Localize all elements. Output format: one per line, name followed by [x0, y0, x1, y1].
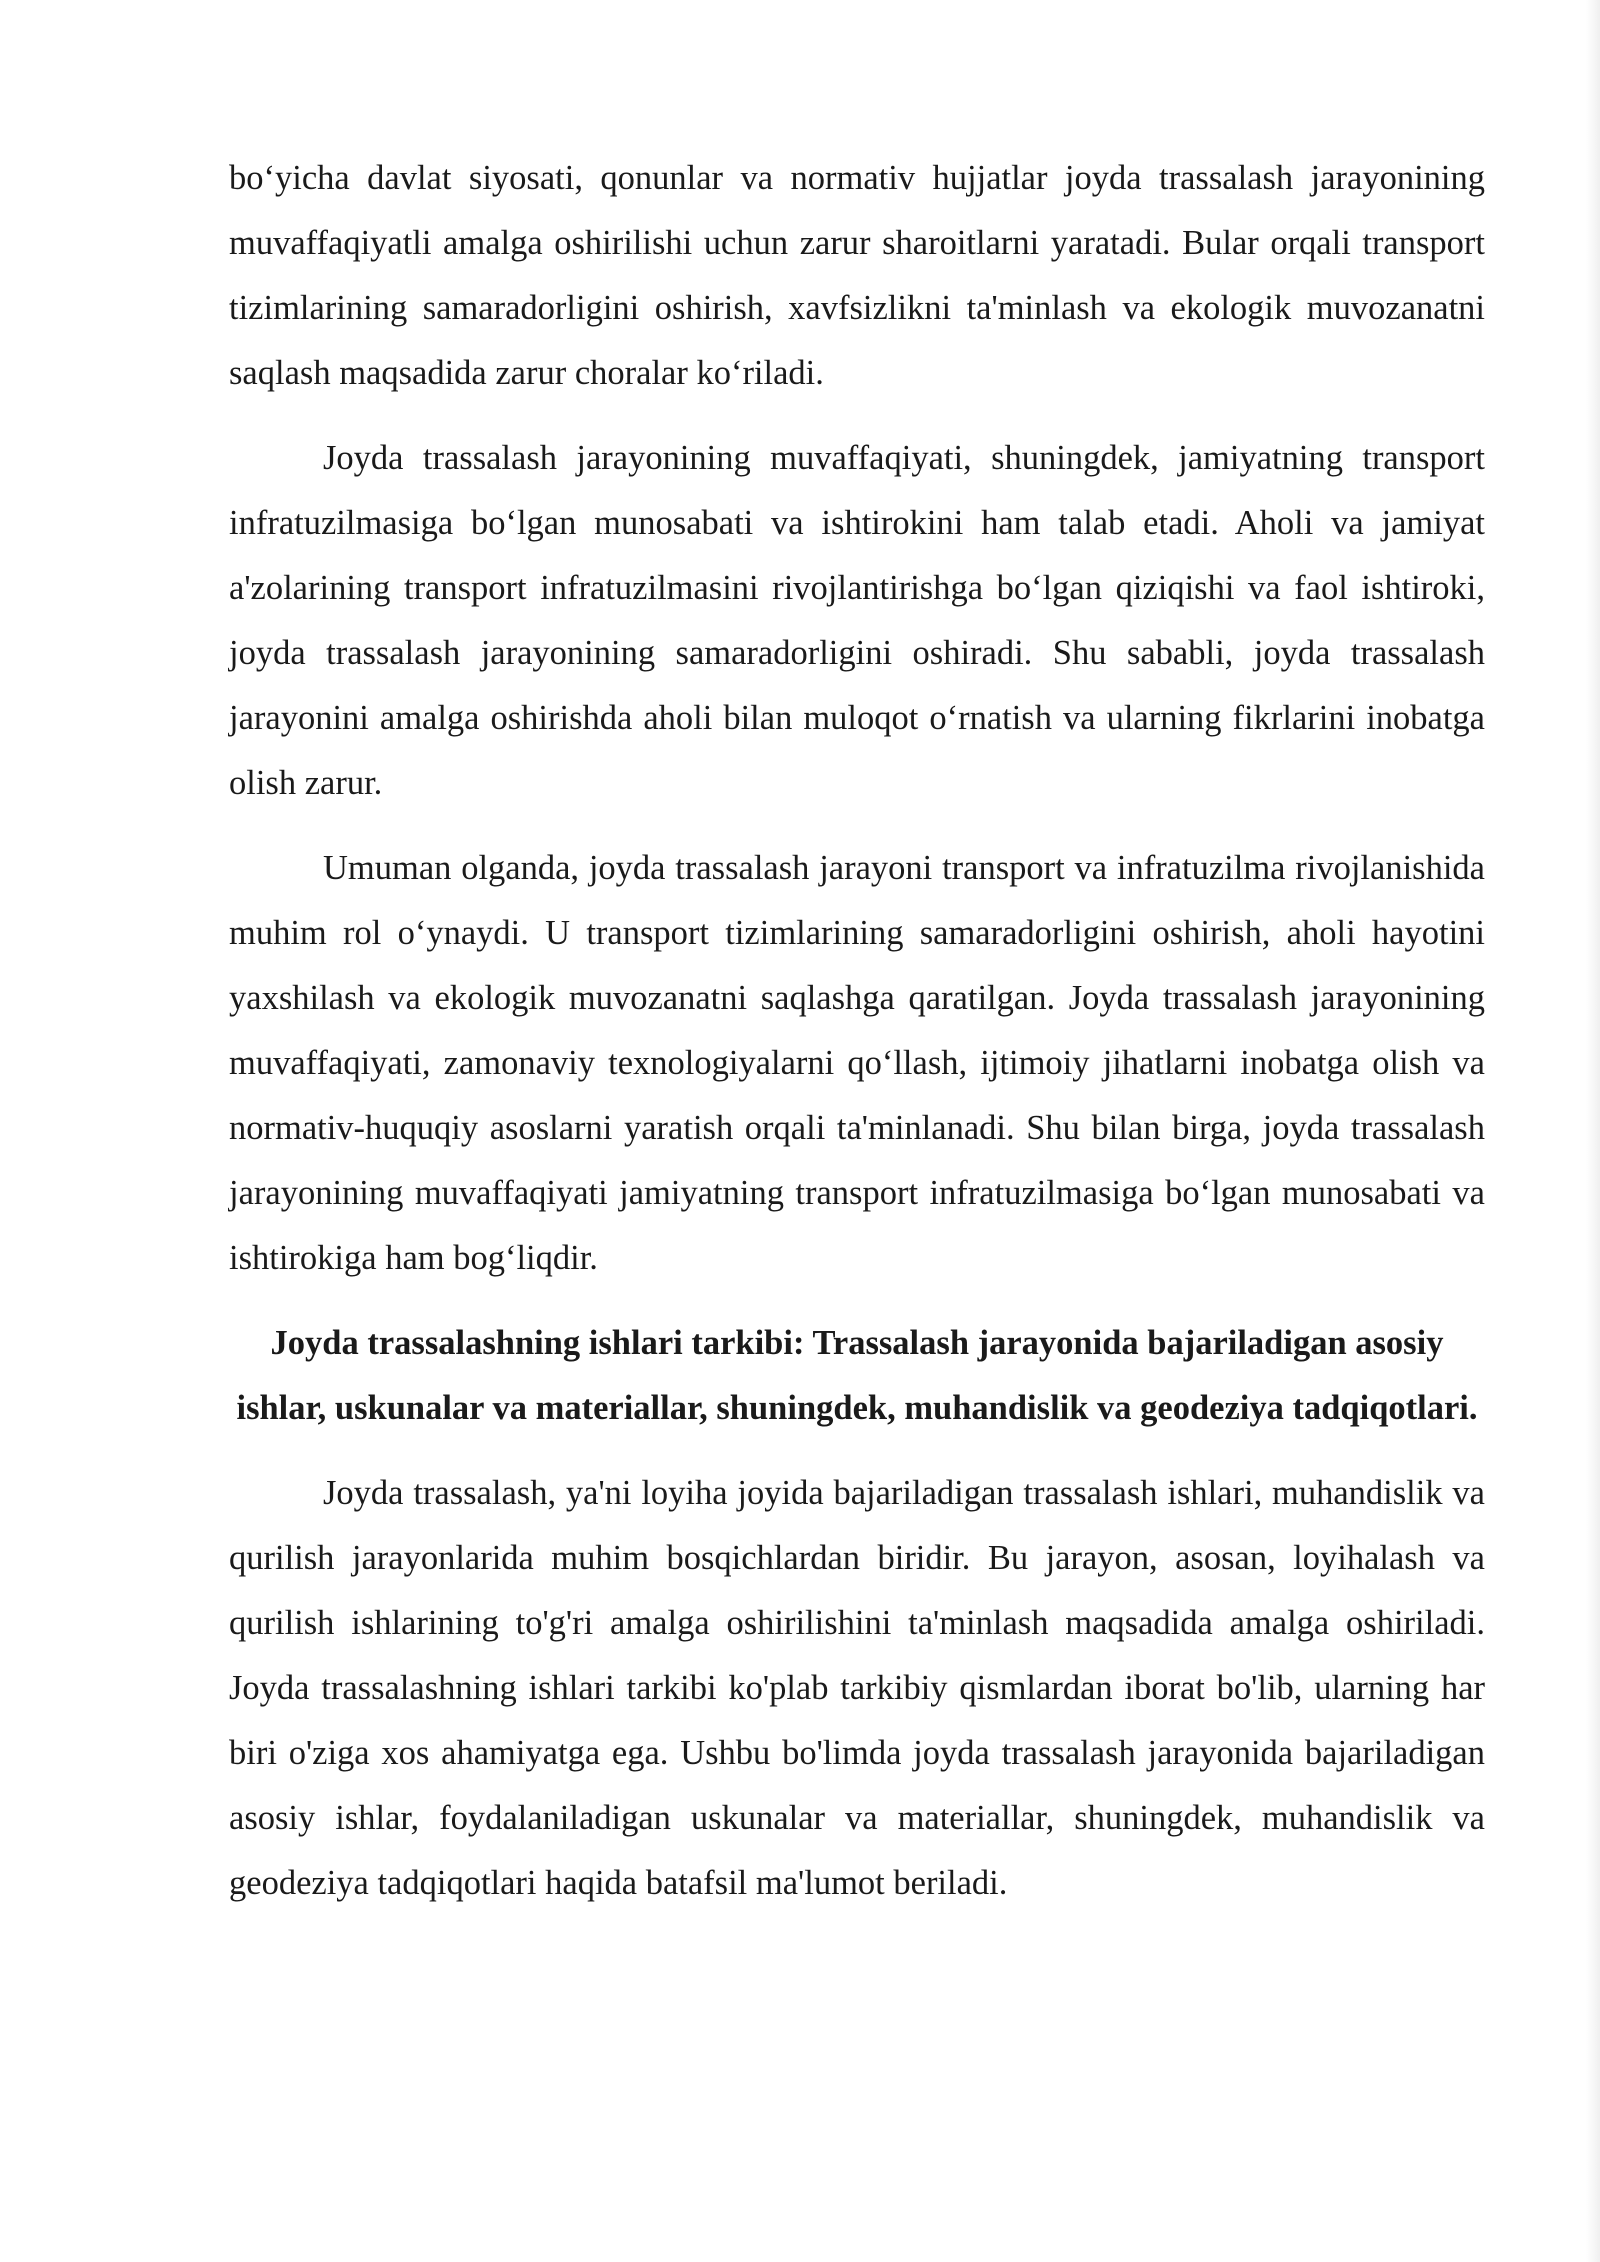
paragraph-community-participation: Joyda trassalash jarayonining muvaffaqiyati, shuningdek, jamiyatning transport infratuzilmasiga bo‘lgan munosabati va ishtirokini ham talab etadi. Aholi va jamiyat a'zolarining transport infratuzilmasini rivojlantirishga bo‘lgan qiziqishi va faol ishtiroki, joyda trassalash jarayonining samaradorligini oshiradi. Shu sababli, joyda trassalash jarayonini amalga oshirishda aholi bilan muloqot o‘rnatish va ularning fikrlarini inobatga olish zarur. — [229, 439, 1485, 802]
section-heading: Joyda trassalashning ishlari tarkibi: Trassalash jarayonida bajariladigan asosiy ishlar, uskunalar va materiallar, shuningdek, muhandislik va geodeziya tadqiqotlari. — [236, 1324, 1478, 1427]
paragraph-continuation: bo‘yicha davlat siyosati, qonunlar va normativ hujjatlar joyda trassalash jarayonining muvaffaqiyatli amalga oshirilishi uchun zarur sharoitlarni yaratadi. Bular orqali transport tizimlarining samaradorligini oshirish, xavfsizlikni ta'minlash va ekologik muvozanatni saqlash maqsadida zarur choralar ko‘riladi. — [229, 159, 1485, 392]
page-edge-shadow — [1586, 0, 1600, 2262]
document-body — [229, 146, 1485, 1936]
paragraph-section-intro: Joyda trassalash, ya'ni loyiha joyida bajariladigan trassalash ishlari, muhandislik va qurilish jarayonlarida muhim bosqichlardan biridir. Bu jarayon, asosan, loyihalash va qurilish ishlarining to'g'ri amalga oshirilishini ta'minlash maqsadida amalga oshiriladi. Joyda trassalashning ishlari tarkibi ko'plab tarkibiy qismlardan iborat bo'lib, ularning har biri o'ziga xos ahamiyatga ega. Ushbu bo'limda joyda trassalash jarayonida bajariladigan asosiy ishlar, foydalaniladigan uskunalar va materiallar, shuningdek, muhandislik va geodeziya tadqiqotlari haqida batafsil ma'lumot beriladi. — [229, 1474, 1485, 1902]
paragraph-summary: Umuman olganda, joyda trassalash jarayoni transport va infratuzilma rivojlanishida muhim rol o‘ynaydi. U transport tizimlarining samaradorligini oshirish, aholi hayotini yaxshilash va ekologik muvozanatni saqlashga qaratilgan. Joyda trassalash jarayonining muvaffaqiyati, zamonaviy texnologiyalarni qo‘llash, ijtimoiy jihatlarni inobatga olish va normativ-huquqiy asoslarni yaratish orqali ta'minlanadi. Shu bilan birga, joyda trassalash jarayonining muvaffaqiyati jamiyatning transport infratuzilmasiga bo‘lgan munosabati va ishtirokiga ham bog‘liqdir. — [229, 849, 1485, 1277]
